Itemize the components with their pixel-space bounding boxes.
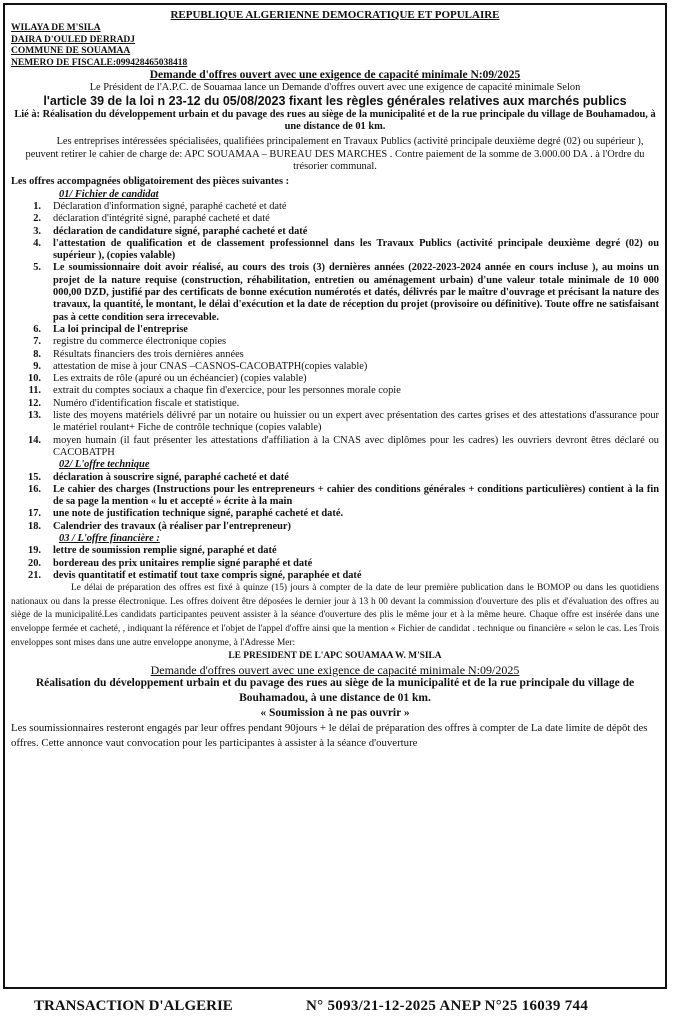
section-technical-offer: 02/ L'offre technique bbox=[59, 459, 150, 471]
section-financial-offer: 03 / L'offre financière : bbox=[59, 532, 160, 544]
list-item bbox=[11, 410, 659, 435]
wilaya: WILAYA DE M'SILA bbox=[11, 23, 101, 34]
item-number: 13. bbox=[28, 410, 41, 422]
envelope-object: Réalisation du développement urbain et du pavage des rues au siège de la municipalité et de la rue principale du village de Bouhamadou, à une distance de 01 km. bbox=[35, 677, 635, 705]
item-number: 1. bbox=[33, 200, 41, 212]
item-number: 2. bbox=[33, 213, 41, 225]
technical-offer-list bbox=[11, 472, 659, 533]
item-number: 17. bbox=[28, 508, 41, 520]
item-number: 6. bbox=[33, 323, 41, 335]
daira: DAIRA D'OULED DERRADJ bbox=[11, 34, 136, 45]
item-text: Résultats financiers des trois dernières années bbox=[53, 348, 244, 360]
list-item bbox=[11, 484, 659, 509]
item-number: 5. bbox=[33, 262, 41, 274]
item-text: Le soumissionnaire doit avoir réalisé, au cours des trois (3) dernières années (2022-2023-2024 année en cours incluse ), au moins un projet de la nature requise (construction, réhabilitation, entretien ou aménagement urbain) d'une valeur totale minimale de 10 000 000,00 DZD, justifié par des certificats de bonne exécution numérotés et datés, délivrés par le maître d'ouvrage et précisant la nature des travaux, la quantité, le montant, le délai d'exécution et la date de réception du projet (provisoire ou définitive). Toute offre ne satisfaisant pas à cette condition sera irrecevable. bbox=[53, 262, 659, 323]
list-item bbox=[11, 361, 659, 373]
item-number: 9. bbox=[33, 360, 41, 372]
closing-text: Les soumissionnaires resteront engagés par leur offres pendant 90jours + le délai de préparation des offres à compter de La date limite de dépôt des offres. Cette annonce vaut convocation pour les participantes à assister à la séance d'ouverture bbox=[11, 722, 648, 750]
item-text: Numéro d'identification fiscale et statistique. bbox=[53, 397, 240, 409]
item-text: Le cahier des charges (Instructions pour les entrepreneurs + cahier des conditions générales + conditions particulières) contient à la fin de sa page la mention « lu et accepté » écrite à la main bbox=[53, 483, 659, 508]
list-item bbox=[11, 398, 659, 410]
item-number: 12. bbox=[28, 397, 41, 409]
item-number: 8. bbox=[33, 348, 41, 360]
candidate-file-list bbox=[11, 201, 659, 459]
item-text: lettre de soumission remplie signé, paraphé et daté bbox=[53, 545, 277, 557]
item-text: déclaration à souscrire signé, paraphé cacheté et daté bbox=[53, 471, 289, 483]
item-text: une note de justification technique signé, paraphé cacheté et daté. bbox=[53, 508, 344, 520]
item-text: Les extraits de rôle (apuré ou un échéancier) (copies valable) bbox=[53, 373, 307, 385]
list-item bbox=[11, 570, 659, 582]
issuer-block bbox=[11, 23, 659, 69]
item-text: devis quantitatif et estimatif tout taxe compris signé, paraphée et daté bbox=[53, 569, 362, 581]
notice-frame bbox=[3, 3, 667, 989]
envelope-title: Demande d'offres ouvert avec une exigence de capacité minimale N:09/2025 bbox=[150, 662, 520, 677]
list-item bbox=[11, 521, 659, 533]
item-number: 3. bbox=[33, 225, 41, 237]
item-text: extrait du comptes sociaux a chaque fin d'exercice, pour les personnes morale copie bbox=[53, 385, 401, 397]
list-item bbox=[11, 349, 659, 361]
item-number: 14. bbox=[28, 434, 41, 446]
item-text: moyen humain (il faut présenter les attestations d'affiliation à la CNAS avec diplômes pour les cadres) les ouvriers devront êtres déclaré ou CACOBATPH bbox=[53, 434, 659, 458]
item-text: attestation de mise à jour CNAS –CASNOS-CACOBATPH(copies valable) bbox=[53, 360, 368, 372]
item-text: bordereau des prix unitaires remplie signé paraphé et daté bbox=[53, 557, 313, 569]
section-candidate-file: 01/ Fichier de candidat bbox=[59, 188, 159, 200]
footer-reference: N° 5093/21-12-2025 ANEP N°25 16039 744 bbox=[306, 998, 589, 1014]
item-text: La loi principal de l'entreprise bbox=[53, 323, 188, 335]
item-number: 15. bbox=[28, 471, 41, 483]
documents-intro: Les offres accompagnées obligatoirement des pièces suivantes : bbox=[11, 176, 290, 188]
item-text: Calendrier des travaux (à réaliser par l'entrepreneur) bbox=[53, 520, 291, 532]
do-not-open-mention: « Soumission à ne pas ouvrir » bbox=[260, 707, 410, 720]
notice-title: Demande d'offres ouvert avec une exigence de capacité minimale N:09/2025 bbox=[149, 69, 521, 82]
fiscal-number: NEMERO DE FISCALE:099428465038418 bbox=[11, 57, 188, 68]
list-item bbox=[11, 545, 659, 557]
list-item bbox=[11, 435, 659, 460]
item-number: 20. bbox=[28, 557, 41, 569]
list-item bbox=[11, 336, 659, 348]
list-item bbox=[11, 324, 659, 336]
list-item bbox=[11, 472, 659, 484]
item-number: 19. bbox=[28, 545, 41, 557]
intro-line: Le Président de l'A.P.C. de Souamaa lance un Demande d'offres ouvert avec une exigence de capacité minimale Selon bbox=[89, 81, 581, 93]
item-text: Déclaration d'information signé, paraphé cacheté et daté bbox=[53, 200, 287, 212]
footer-transaction: TRANSACTION D'ALGERIE bbox=[34, 998, 233, 1014]
financial-offer-list bbox=[11, 545, 659, 582]
item-number: 16. bbox=[28, 483, 41, 495]
item-number: 21. bbox=[28, 569, 41, 581]
list-item bbox=[11, 558, 659, 570]
item-number: 18. bbox=[28, 520, 41, 532]
item-text: déclaration d'intégrité signé, paraphé cacheté et daté bbox=[53, 213, 270, 225]
list-item bbox=[11, 213, 659, 225]
list-item bbox=[11, 238, 659, 263]
item-number: 7. bbox=[33, 336, 41, 348]
list-item bbox=[11, 226, 659, 238]
item-text: déclaration de candidature signé, paraphé cacheté et daté bbox=[53, 225, 308, 237]
delay-text: Le délai de préparation des offres est fixé à quinze (15) jours à compter de la date de leur première publication dans le BOMOP ou dans les quotidiens nationaux ou dans la presse électronique. Les offres doivent être déposées le dernier jour à 13 h 00 devant la commission d'ouverture des plis et d'évaluation des offres au siège de la municipalité.Les candidats participantes peuvent assister à la séance d'ouverture des plis le même jour et à la même heure. Chaque offre est insérée dans une enveloppe fermée et cacheté, , indiquant la référence et l'objet de l'appel d'offre ainsi que la mention « Fichier de candidat . technique ou financière « selon le cas. Les Trois enveloppes sont mises dans une autre enveloppe anonyme, à l'Adresse Mer: bbox=[11, 583, 659, 648]
list-item bbox=[11, 201, 659, 213]
signatory: LE PRESIDENT DE L'APC SOUAMAA W. M'SILA bbox=[228, 651, 442, 662]
item-text: l'attestation de qualification et de classement professionnel dans les Travaux Publics (activité principale deuxième degré (02) ou supérieur ), (copies valable) bbox=[53, 237, 659, 262]
republic-heading: REPUBLIQUE ALGERIENNE DEMOCRATIQUE ET POPULAIRE bbox=[170, 9, 500, 21]
item-text: registre du commerce électronique copies bbox=[53, 336, 227, 348]
eligibility-text: Les entreprises intéressées spécialisées, qualifiées principalement en Travaux Publics (activité principale deuxième degré (02) ou supérieur ), peuvent retirer le cahier de charge de: APC SOUAMAA – BUREAU DES MARCHES . Contre paiement de la somme de 3.000.00 DA . à l'Ordre du trésorier communal. bbox=[25, 136, 645, 173]
law-reference: l'article 39 de la loi n 23-12 du 05/08/2023 fixant les règles générales relatives aux marchés publics bbox=[43, 93, 627, 108]
item-number: 10. bbox=[28, 373, 41, 385]
item-text: liste des moyens matériels délivré par un notaire ou huissier ou un expert avec présentation des cartes grises et des attestations d'assurance pour le matériel roulant+ Fiche de contrôle technique (copies valable) bbox=[53, 410, 659, 434]
notice-object: Lié à: Réalisation du développement urbain et du pavage des rues au siège de la municipalité et de la rue principale du village de Bouhamadou, à une distance de 01 km. bbox=[14, 108, 656, 133]
list-item bbox=[11, 385, 659, 397]
item-number: 11. bbox=[28, 385, 41, 397]
list-item bbox=[11, 508, 659, 520]
commune: COMMUNE DE SOUAMAA bbox=[11, 46, 131, 57]
list-item bbox=[11, 262, 659, 323]
list-item bbox=[11, 373, 659, 385]
item-number: 4. bbox=[33, 237, 41, 249]
